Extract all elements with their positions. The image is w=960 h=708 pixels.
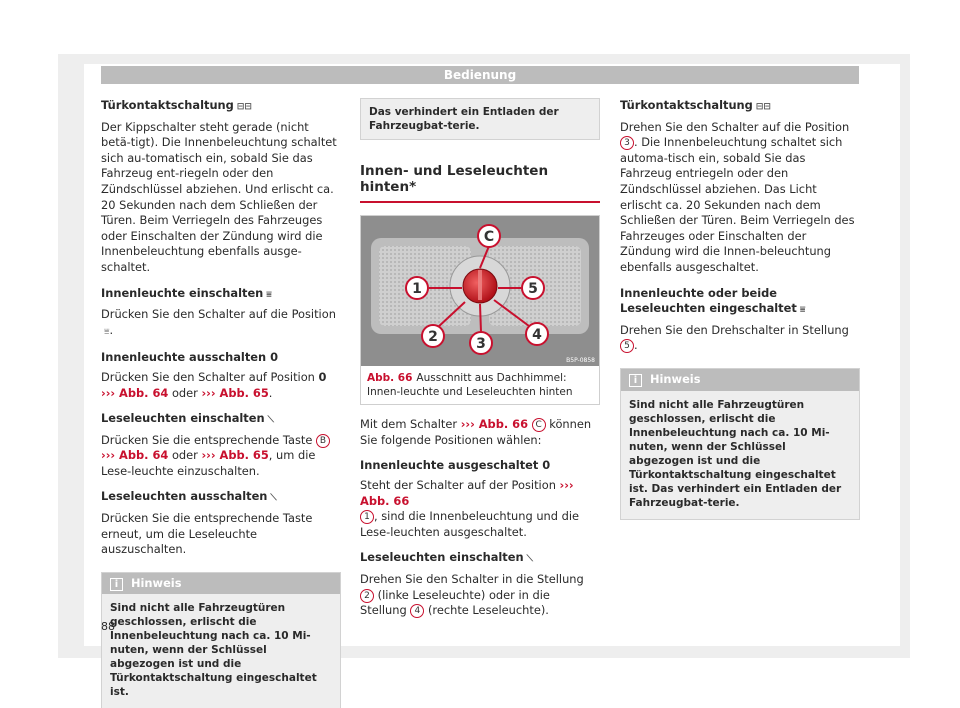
paragraph: Mit dem Schalter ››› Abb. 66 C können Sie folgende Positionen wählen:	[360, 417, 592, 447]
paragraph: Drücken Sie den Schalter auf Position 0 ››› Abb. 64 oder ››› Abb. 65.	[101, 369, 327, 400]
heading-light-off: Innenleuchte ausgeschaltet 0	[360, 458, 551, 473]
hint-body: Sind nicht alle Fahrzeugtüren geschlossen, erlischt die Innenbeleuchtung nach ca. 10 Mi-nuten, wenn der Schlüssel abgezogen ist und die Türkontaktschaltung eingeschaltet ist. Das verhindert ein Entladen der Fahrzeugbat-terie.	[629, 398, 842, 509]
figure-link[interactable]: ››› Abb. 66	[460, 417, 529, 432]
callout-b: B	[316, 434, 330, 448]
reading-light-icon: ⟍	[526, 554, 533, 565]
figure-caption: Abb. 66 Ausschnitt aus Dachhimmel: Innen-leuchte und Leseleuchten hinten	[367, 372, 573, 399]
ceiling-light-illustration	[361, 216, 599, 366]
section-title: Innen- und Leseleuchten hinten*	[360, 164, 600, 203]
info-icon: i	[629, 374, 642, 387]
callout-2: 2	[360, 589, 374, 603]
figure-label-4: 4	[532, 327, 542, 344]
figure-link[interactable]: ››› Abb. 64	[101, 385, 169, 400]
interior-light-icon: ⩸	[266, 289, 272, 300]
paragraph: Drücken Sie die entsprechende Taste erneut, um die Leseleuchte auszuschalten.	[101, 511, 313, 557]
column-3	[620, 98, 860, 520]
callout-1: 1	[360, 510, 374, 524]
heading-door-contact: Türkontaktschaltung ⊟⊟	[101, 98, 341, 116]
hint-title: i Hinweis	[621, 369, 859, 391]
figure-label-3: 3	[476, 336, 486, 353]
callout-5: 5	[620, 339, 634, 353]
figure-label-5: 5	[528, 281, 538, 298]
figure-link[interactable]: ››› Abb. 65	[201, 385, 269, 400]
figure-link[interactable]: ››› Abb. 65	[201, 448, 269, 463]
paragraph: Steht der Schalter auf der Position ››› Abb. 66 1 , sind die Innenbeleuchtung und die Lese-leuchten ausgeschaltet.	[360, 477, 580, 539]
figure-link[interactable]: ››› Abb. 64	[101, 448, 169, 463]
hint-box	[101, 572, 341, 708]
continued-note: Das verhindert ein Entladen der Fahrzeugbat-terie.	[360, 98, 600, 140]
callout-c: C	[532, 418, 546, 432]
callout-4: 4	[410, 604, 424, 618]
heading-reading-on: Leseleuchten einschalten ⟍	[101, 411, 341, 429]
heading-reading-on: Leseleuchten einschalten ⟍	[360, 550, 600, 568]
door-contact-icon: ⊟⊟	[236, 102, 252, 112]
interior-light-icon: ⩸	[799, 305, 806, 316]
paragraph: Der Kippschalter steht gerade (nicht betä-tigt). Die Innenbeleuchtung schaltet sich au-tomatisch ein, sobald Sie das Fahrzeug ent-riegeln oder den Zündschlüssel abziehen. Und erlischt ca. 20 Sekunden nach dem Schließen der Türen. Beim Verriegeln des Fahrzeuges oder Einschalten der Zündung wird die Innenbeleuchtung ebenfalls ausge-schaltet.	[101, 119, 337, 274]
heading-all-lights: Innenleuchte oder beide Leseleuchten eingeschaltet ⩸	[620, 286, 860, 319]
figure-66	[360, 215, 600, 405]
reading-light-icon: ⟍	[267, 415, 274, 426]
hint-body: Sind nicht alle Fahrzeugtüren geschlossen, erlischt die Innenbeleuchtung nach ca. 10 Mi-nuten, wenn der Schlüssel abgezogen ist und die Türkontaktschaltung eingeschaltet ist.	[110, 602, 317, 699]
reading-light-icon: ⟍	[270, 493, 277, 504]
door-contact-icon: ⊟⊟	[755, 102, 771, 112]
paragraph: Drücken Sie die entsprechende Taste B ››› Abb. 64 oder ››› Abb. 65, um die Lese-leuchte einzuschalten.	[101, 433, 341, 480]
heading-reading-off: Leseleuchten ausschalten ⟍	[101, 489, 341, 507]
page-number: 88	[101, 620, 115, 633]
hint-title: i Hinweis	[102, 573, 340, 595]
paragraph: Drehen Sie den Schalter auf die Position 3 . Die Innenbeleuchtung schaltet sich automa-tisch ein, sobald Sie das Fahrzeug entriegeln oder den Zündschlüssel abziehen. Das Licht erlischt ca. 20 Sekunden nach dem Schließen der Türen. Beim Verriegeln des Fahrzeuges oder Einschalten der Zündung wird die Innen-beleuchtung ebenfalls ausgeschaltet.	[620, 119, 855, 274]
figure-image	[361, 216, 599, 366]
paragraph: Drehen Sie den Drehschalter in Stellung 5 .	[620, 322, 849, 353]
column-1	[101, 98, 341, 708]
column-2	[360, 98, 600, 619]
figure-link[interactable]: ››› Abb. 66	[360, 477, 574, 508]
page-header: Bedienung	[101, 66, 859, 84]
heading-door-contact: Türkontaktschaltung ⊟⊟	[620, 98, 860, 116]
heading-light-off: Innenleuchte ausschalten 0	[101, 350, 279, 365]
figure-code: B5P-0858	[566, 357, 595, 365]
heading-light-on: Innenleuchte einschalten ⩸	[101, 286, 341, 304]
figure-label-2: 2	[428, 329, 438, 346]
info-icon: i	[110, 578, 123, 591]
interior-light-icon: ⩸	[104, 326, 110, 337]
paragraph: Drücken Sie den Schalter auf die Position ⩸.	[101, 307, 341, 340]
figure-label-1: 1	[412, 281, 422, 298]
callout-3: 3	[620, 136, 634, 150]
hint-box	[620, 368, 860, 520]
figure-label-c: C	[483, 229, 495, 246]
paragraph: Drehen Sie den Schalter in die Stellung 2 (linke Leseleuchte) oder in die Stellung 4 (rechte Leseleuchte).	[360, 571, 584, 618]
